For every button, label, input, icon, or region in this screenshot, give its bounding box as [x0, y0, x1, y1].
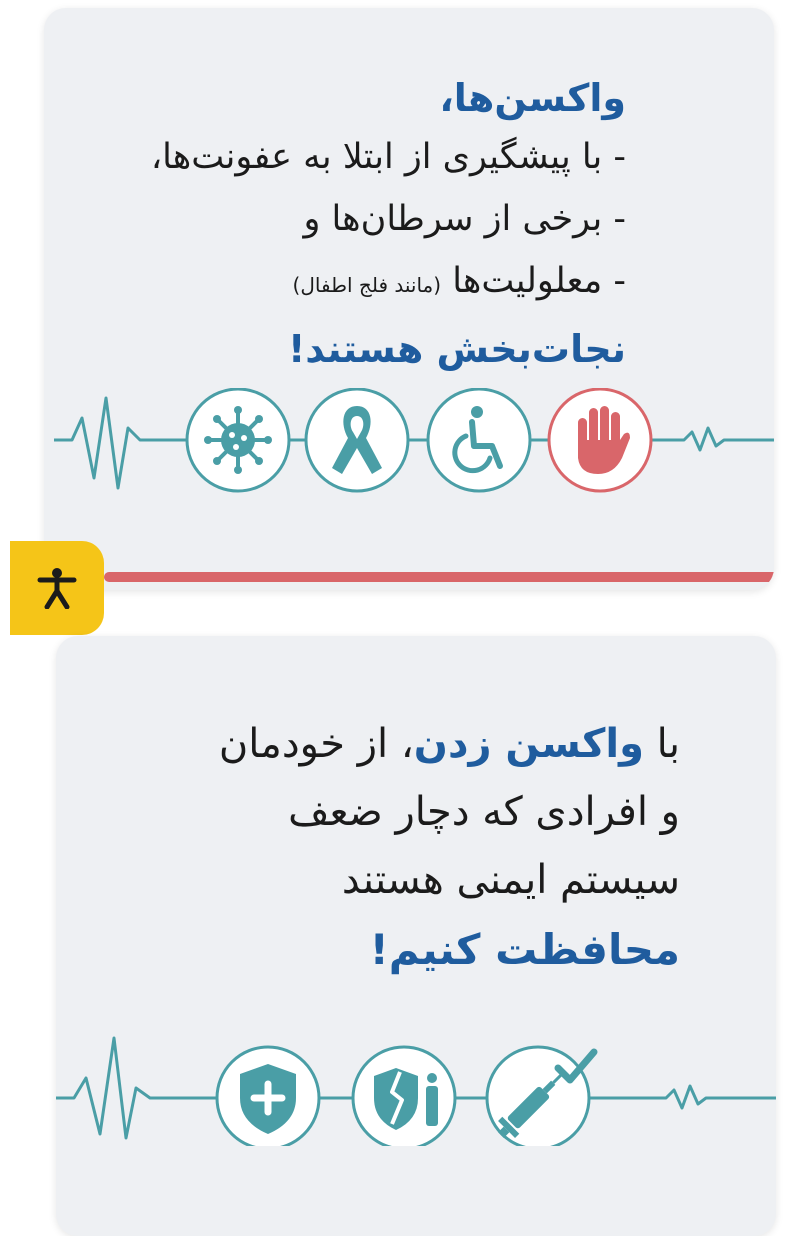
card2-line-1-suffix: ، از خودمان — [218, 721, 414, 767]
card1-closing: نجات‌بخش هستند! — [287, 327, 626, 371]
card1-item-3-text: - معلولیت‌ها — [452, 261, 626, 301]
card2-closing: محافظت کنیم! — [369, 925, 680, 974]
card1-item-3-note: (مانند فلج اطفال) — [292, 273, 442, 297]
shield-plus-icon — [217, 1047, 319, 1146]
virus-icon — [187, 389, 289, 491]
card1-item-1: - با پیشگیری از ابتلا به عفونت‌ها، — [150, 137, 626, 177]
ribbon-icon — [306, 389, 408, 491]
info-card-vaccines-save-lives — [44, 8, 774, 590]
card1-item-2: - برخی از سرطان‌ها و — [303, 199, 626, 239]
card2-line-1-prefix: با — [643, 721, 680, 767]
card1-item-3 — [151, 250, 626, 316]
card1-text — [151, 70, 626, 382]
wheelchair-icon — [428, 389, 530, 491]
card2-line-1 — [219, 710, 680, 778]
syringe-check-icon — [487, 1047, 594, 1146]
broken-shield-person-icon — [353, 1047, 455, 1146]
info-card-protect-others — [56, 636, 776, 1236]
card2-text — [219, 710, 680, 986]
card1-heartbeat-line — [44, 388, 774, 518]
card2-line-3: سیستم ایمنی هستند — [341, 857, 680, 903]
card2-line-1-highlight: واکسن زدن — [413, 721, 644, 767]
card2-heartbeat-line — [56, 1016, 776, 1146]
accessibility-button[interactable] — [10, 541, 104, 635]
accessibility-person-icon — [37, 567, 77, 609]
card1-title: واکسن‌ها، — [439, 76, 626, 120]
card2-line-2: و افرادی که دچار ضعف — [288, 789, 680, 835]
card1-red-bar — [104, 572, 774, 582]
stop-hand-icon — [549, 389, 651, 491]
